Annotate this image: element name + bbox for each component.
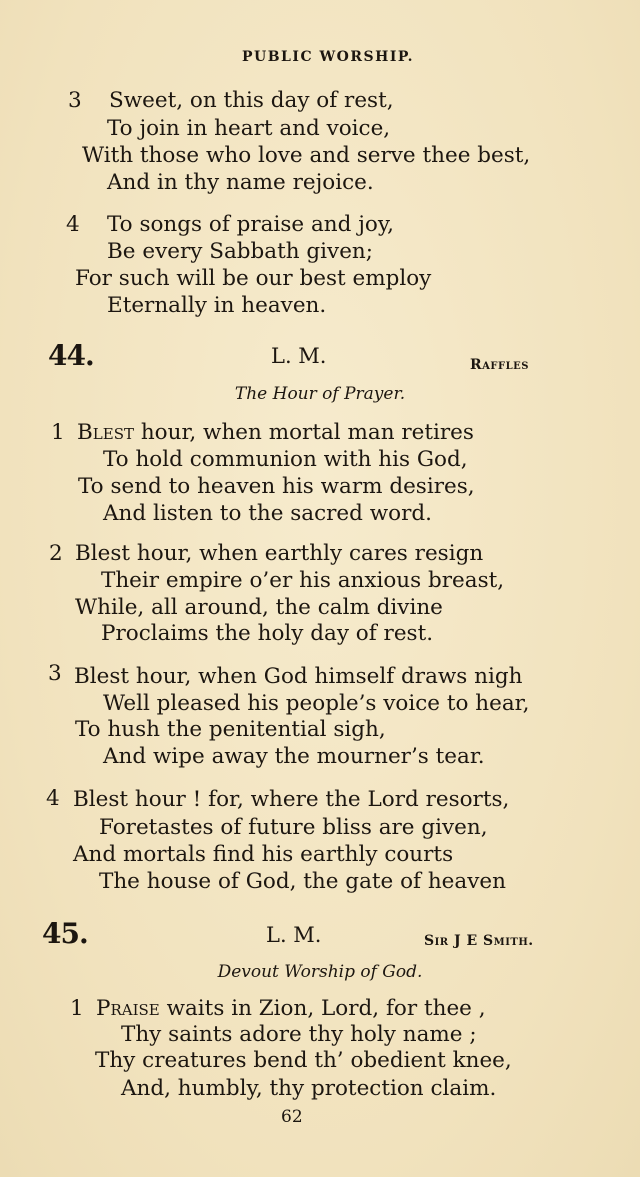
hymn-meter: L. M. [271,344,327,368]
drop-word: Praise [96,996,160,1021]
verse-line: Well pleased his people’s voice to hear, [103,691,530,716]
verse-line: Their empire o’er his anxious breast, [101,568,505,593]
stanza-number: 3 [68,88,82,113]
stanza-number: 4 [46,786,60,811]
stanza-number: 4 [66,212,80,237]
running-head: PUBLIC WORSHIP. [241,49,414,65]
verse-line: While, all around, the calm divine [75,595,443,620]
first-line-rest: hour, when mortal man retires [134,420,474,445]
verse-line: Foretastes of future bliss are given, [99,815,488,840]
verse-line: Blest hour, when God himself draws nigh [74,664,523,689]
verse-line: Proclaims the holy day of rest. [101,621,434,646]
verse-line: Eternally in heaven. [107,293,327,318]
verse-line: Sweet, on this day of rest, [109,88,394,113]
first-line-rest: waits in Zion, Lord, for thee , [159,996,486,1021]
verse-line: And wipe away the mourner’s tear. [103,744,485,769]
verse-line: Blest hour ! for, where the Lord resorts, [73,787,510,812]
verse-line: And in thy name rejoice. [107,170,374,195]
verse-line: To send to heaven his warm desires, [78,474,475,499]
hymn-title: The Hour of Prayer. [234,384,406,404]
hymn-composer: Raffles [470,357,529,373]
verse-line: And listen to the sacred word. [103,501,432,526]
verse-line: For such will be our best employ [75,266,432,291]
verse-line: To hold communion with his God, [103,447,468,472]
stanza-number: 3 [48,661,62,686]
verse-line: With those who love and serve thee best, [82,143,531,168]
hymn-meter: L. M. [266,923,322,947]
verse-line: Be every Sabbath given; [107,239,374,264]
verse-line: And, humbly, thy protection claim. [121,1076,497,1101]
hymn-number: 44. [48,339,94,372]
verse-line: Thy saints adore thy holy name ; [121,1022,477,1047]
drop-word: Blest [77,420,134,445]
verse-line-first [77,420,474,446]
verse-line: To songs of praise and joy, [107,212,394,237]
hymn-number: 45. [42,917,88,950]
verse-line: Blest hour, when earthly cares resign [75,541,484,566]
stanza-number: 2 [49,541,63,566]
verse-line: To join in heart and voice, [107,116,391,141]
stanza-number: 1 [51,420,65,445]
hymn-composer: Sir J E Smith. [424,933,534,949]
hymn-title: Devout Worship of God. [217,962,423,982]
verse-line: And mortals find his earthly courts [73,842,454,867]
stanza-number: 1 [70,996,84,1021]
page-number: 62 [281,1107,303,1127]
verse-line-first [96,996,486,1022]
verse-line: Thy creatures bend th’ obedient knee, [95,1048,512,1073]
verse-line: The house of God, the gate of heaven [99,869,506,894]
verse-line: To hush the penitential sigh, [75,717,386,742]
